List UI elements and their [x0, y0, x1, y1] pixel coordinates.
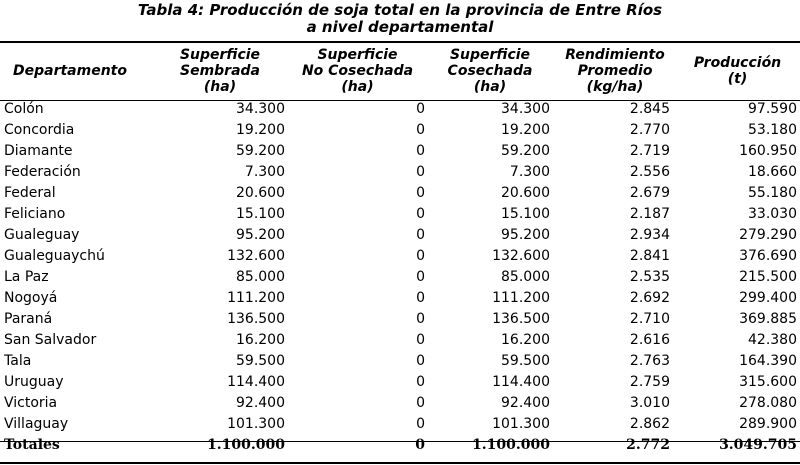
cell-superficie-sembrada: 19.200	[236, 122, 285, 138]
totals-cell-rendimiento-promedio: 2.772	[626, 437, 670, 453]
totals-cell-superficie-cosechada: 1.100.000	[472, 437, 550, 453]
cell-superficie-cosechada: 136.500	[492, 311, 550, 327]
cell-produccion: 299.400	[739, 290, 797, 306]
cell-departamento: Federación	[4, 164, 81, 180]
cell-superficie-no-cosechada: 0	[416, 164, 425, 180]
cell-superficie-sembrada: 59.200	[236, 143, 285, 159]
cell-superficie-sembrada: 111.200	[227, 290, 285, 306]
cell-superficie-no-cosechada: 0	[416, 311, 425, 327]
cell-superficie-cosechada: 85.000	[501, 269, 550, 285]
cell-rendimiento-promedio: 2.556	[629, 164, 670, 180]
totals-cell-produccion: 3.049.705	[719, 437, 797, 453]
header-superficie-no-cosechada: Superficie No Cosechada (ha)	[301, 47, 414, 95]
cell-superficie-sembrada: 114.400	[227, 374, 285, 390]
table-row	[0, 330, 800, 351]
table-row	[0, 141, 800, 162]
table-row	[0, 414, 800, 435]
cell-produccion: 53.180	[748, 122, 797, 138]
table-row	[0, 204, 800, 225]
cell-superficie-cosechada: 20.600	[501, 185, 550, 201]
table-row	[0, 309, 800, 330]
cell-superficie-no-cosechada: 0	[416, 374, 425, 390]
totals-row	[0, 435, 800, 456]
cell-produccion: 289.900	[739, 416, 797, 432]
cell-rendimiento-promedio: 2.759	[629, 374, 670, 390]
cell-superficie-sembrada: 15.100	[236, 206, 285, 222]
cell-superficie-no-cosechada: 0	[416, 185, 425, 201]
cell-superficie-sembrada: 34.300	[236, 101, 285, 117]
cell-superficie-sembrada: 132.600	[227, 248, 285, 264]
cell-rendimiento-promedio: 2.770	[629, 122, 670, 138]
table-row	[0, 120, 800, 141]
cell-rendimiento-promedio: 2.841	[629, 248, 670, 264]
cell-departamento: Concordia	[4, 122, 75, 138]
cell-rendimiento-promedio: 2.763	[629, 353, 670, 369]
cell-departamento: Paraná	[4, 311, 53, 327]
cell-produccion: 164.390	[739, 353, 797, 369]
cell-departamento: Diamante	[4, 143, 73, 159]
header-rendimiento-promedio: Rendimiento Promedio (kg/ha)	[565, 47, 665, 95]
cell-rendimiento-promedio: 2.862	[629, 416, 670, 432]
cell-superficie-sembrada: 85.000	[236, 269, 285, 285]
cell-rendimiento-promedio: 3.010	[629, 395, 670, 411]
cell-superficie-sembrada: 95.200	[236, 227, 285, 243]
cell-superficie-cosechada: 59.500	[501, 353, 550, 369]
cell-rendimiento-promedio: 2.719	[629, 143, 670, 159]
cell-departamento: Federal	[4, 185, 56, 201]
totals-cell-departamento: Totales	[4, 437, 60, 453]
cell-departamento: Colón	[4, 101, 44, 117]
table-row	[0, 372, 800, 393]
cell-rendimiento-promedio: 2.845	[629, 101, 670, 117]
cell-superficie-no-cosechada: 0	[416, 122, 425, 138]
totals-cell-superficie-no-cosechada: 0	[415, 437, 425, 453]
cell-produccion: 160.950	[739, 143, 797, 159]
table-row	[0, 267, 800, 288]
cell-rendimiento-promedio: 2.535	[629, 269, 670, 285]
cell-produccion: 215.500	[739, 269, 797, 285]
cell-departamento: Uruguay	[4, 374, 64, 390]
production-table	[0, 43, 800, 456]
cell-rendimiento-promedio: 2.187	[629, 206, 670, 222]
cell-superficie-no-cosechada: 0	[416, 248, 425, 264]
cell-rendimiento-promedio: 2.934	[629, 227, 670, 243]
header-superficie-cosechada: Superficie Cosechada (ha)	[447, 47, 533, 95]
totals-cell-superficie-sembrada: 1.100.000	[207, 437, 285, 453]
cell-rendimiento-promedio: 2.679	[629, 185, 670, 201]
table-row	[0, 225, 800, 246]
cell-rendimiento-promedio: 2.710	[629, 311, 670, 327]
table-title	[0, 2, 800, 36]
cell-departamento: Victoria	[4, 395, 58, 411]
cell-superficie-cosechada: 16.200	[501, 332, 550, 348]
cell-superficie-no-cosechada: 0	[416, 332, 425, 348]
cell-superficie-cosechada: 111.200	[492, 290, 550, 306]
cell-superficie-cosechada: 34.300	[501, 101, 550, 117]
cell-produccion: 97.590	[748, 101, 797, 117]
cell-superficie-cosechada: 7.300	[509, 164, 550, 180]
table-body	[0, 99, 800, 456]
table-row	[0, 288, 800, 309]
cell-departamento: Nogoyá	[4, 290, 58, 306]
cell-departamento: Feliciano	[4, 206, 66, 222]
cell-rendimiento-promedio: 2.616	[629, 332, 670, 348]
cell-superficie-no-cosechada: 0	[416, 353, 425, 369]
cell-produccion: 376.690	[739, 248, 797, 264]
cell-superficie-cosechada: 95.200	[501, 227, 550, 243]
header-departamento: Departamento	[13, 63, 127, 79]
table-row	[0, 393, 800, 414]
header-produccion: Producción (t)	[693, 55, 782, 87]
cell-produccion: 42.380	[748, 332, 797, 348]
cell-superficie-cosechada: 15.100	[501, 206, 550, 222]
cell-superficie-cosechada: 92.400	[501, 395, 550, 411]
cell-produccion: 315.600	[739, 374, 797, 390]
table-title-line-1: Tabla 4: Producción de soja total en la provincia de Entre Ríos	[137, 1, 663, 19]
cell-superficie-cosechada: 59.200	[501, 143, 550, 159]
table-title-line-2: a nivel departamental	[306, 18, 494, 36]
cell-superficie-no-cosechada: 0	[416, 227, 425, 243]
cell-superficie-no-cosechada: 0	[416, 206, 425, 222]
table-row	[0, 162, 800, 183]
cell-superficie-cosechada: 114.400	[492, 374, 550, 390]
header-superficie-sembrada: Superficie Sembrada (ha)	[179, 47, 261, 95]
cell-superficie-no-cosechada: 0	[416, 416, 425, 432]
cell-rendimiento-promedio: 2.692	[629, 290, 670, 306]
cell-superficie-no-cosechada: 0	[416, 143, 425, 159]
cell-superficie-no-cosechada: 0	[416, 290, 425, 306]
cell-departamento: Villaguay	[4, 416, 69, 432]
cell-superficie-sembrada: 101.300	[227, 416, 285, 432]
cell-superficie-sembrada: 20.600	[236, 185, 285, 201]
cell-superficie-sembrada: 59.500	[236, 353, 285, 369]
cell-produccion: 279.290	[739, 227, 797, 243]
table-row	[0, 183, 800, 204]
table-row	[0, 246, 800, 267]
cell-produccion: 55.180	[748, 185, 797, 201]
cell-produccion: 18.660	[748, 164, 797, 180]
cell-superficie-cosechada: 132.600	[492, 248, 550, 264]
cell-produccion: 278.080	[739, 395, 797, 411]
cell-departamento: Gualeguaychú	[4, 248, 105, 264]
cell-departamento: San Salvador	[4, 332, 97, 348]
table-header	[0, 43, 800, 99]
cell-superficie-sembrada: 92.400	[236, 395, 285, 411]
table-row	[0, 351, 800, 372]
cell-superficie-no-cosechada: 0	[416, 395, 425, 411]
cell-produccion: 33.030	[748, 206, 797, 222]
cell-superficie-cosechada: 19.200	[501, 122, 550, 138]
cell-superficie-sembrada: 7.300	[244, 164, 285, 180]
table-row	[0, 99, 800, 120]
cell-departamento: La Paz	[4, 269, 49, 285]
cell-superficie-sembrada: 136.500	[227, 311, 285, 327]
cell-superficie-no-cosechada: 0	[416, 101, 425, 117]
table-bottom-rule	[0, 462, 800, 464]
cell-departamento: Tala	[4, 353, 32, 369]
cell-superficie-no-cosechada: 0	[416, 269, 425, 285]
cell-departamento: Gualeguay	[4, 227, 80, 243]
cell-produccion: 369.885	[739, 311, 797, 327]
cell-superficie-cosechada: 101.300	[492, 416, 550, 432]
cell-superficie-sembrada: 16.200	[236, 332, 285, 348]
